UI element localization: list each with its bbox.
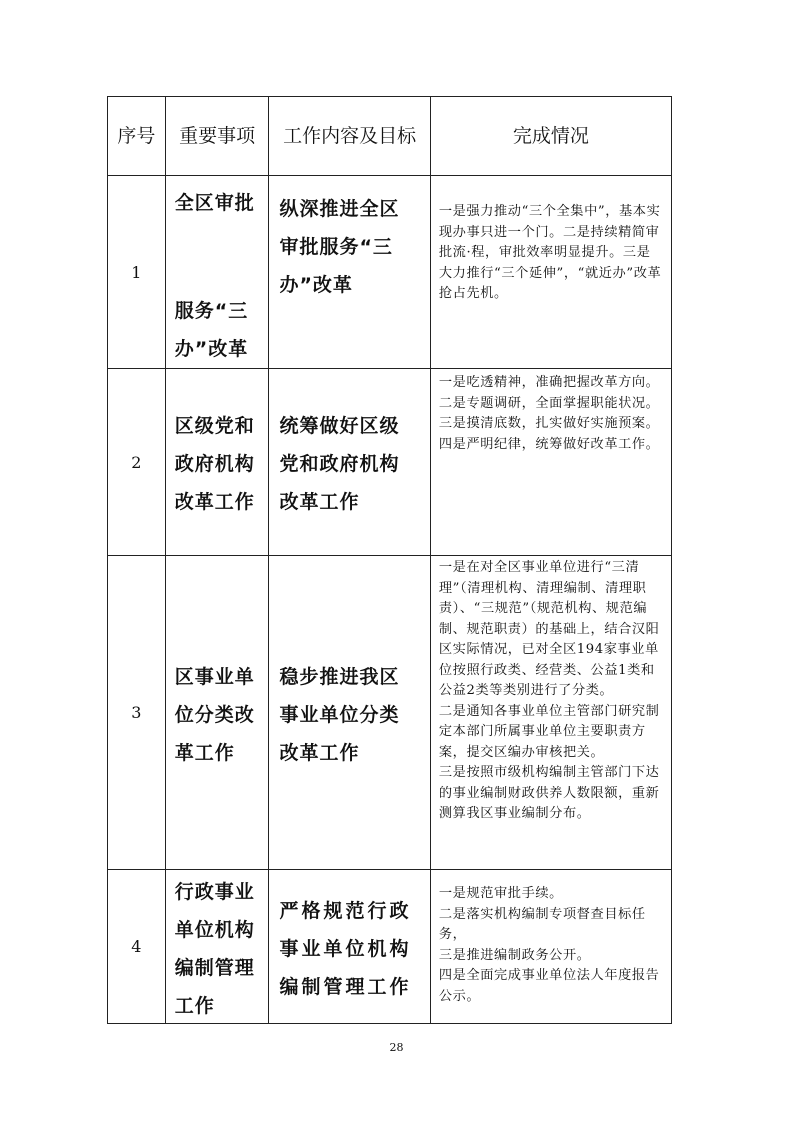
detail-paragraph: 三是推进编制政务公开。 xyxy=(438,947,591,963)
row-details xyxy=(430,870,671,1023)
row-details xyxy=(430,369,671,555)
content-line: 改革工作 xyxy=(279,491,360,513)
row-content xyxy=(268,176,429,368)
detail-paragraph: 二是专题调研，全面掌握职能状况。 xyxy=(438,395,660,411)
table-row xyxy=(108,175,671,368)
item-line: 服务“三 xyxy=(174,300,249,322)
content-line: 稳步推进我区 xyxy=(279,665,400,688)
item-line: 编制管理 xyxy=(174,956,255,979)
table-row xyxy=(108,869,671,1023)
header-status: 完成情况 xyxy=(430,97,671,175)
content-line: 严格规范行政 xyxy=(279,899,412,922)
row-content xyxy=(268,369,429,555)
content-line: 党和政府机构 xyxy=(279,453,400,475)
row-seq: 1 xyxy=(131,262,142,282)
detail-paragraph: 二是落实机构编制专项督查目标任务， xyxy=(438,906,646,942)
detail-paragraph: 四是严明纪律，统筹做好改革工作。 xyxy=(438,436,660,452)
header-item: 重要事项 xyxy=(165,97,269,175)
detail-paragraph: 一是在对全区事业单位进行“三清理”（清理机构、清理编制、清理职责）、“三规范”（规范机构、规范编制、规范职责）的基础上，结合汉阳区实际情况，已对全区194家事业单位按照行政类、经营类、公益1类和公益2类等类别进行了分类。 xyxy=(438,560,660,698)
item-line: 改革工作 xyxy=(174,491,255,513)
row-seq: 2 xyxy=(131,452,142,472)
row-item xyxy=(165,369,269,555)
detail-paragraph: 四是全面完成事业单位法人年度报告公示。 xyxy=(438,968,660,1004)
header-content: 工作内容及目标 xyxy=(268,97,429,175)
row-seq: 4 xyxy=(131,937,142,956)
row-item xyxy=(165,870,269,1023)
item-line: 办”改革 xyxy=(174,338,249,360)
content-line: 事业单位分类 xyxy=(279,703,400,726)
item-line: 区级党和 xyxy=(174,415,255,437)
detail-paragraph: 一是强力推动“三个全集中”，基本实现办事只进一个门。二是持续精简审批流·程，审批效率明显提升。三是大力推行“三个延伸”，“就近办”改革抢占先机。 xyxy=(438,204,662,301)
row-item xyxy=(165,176,269,368)
page-number: 28 xyxy=(389,1041,404,1054)
row-details xyxy=(430,176,671,368)
content-line: 办”改革 xyxy=(279,274,353,296)
item-line: 位分类改 xyxy=(174,703,255,726)
row-item xyxy=(165,556,269,869)
item-line: 政府机构 xyxy=(174,453,255,475)
detail-paragraph: 一是吃透精神，准确把握改革方向。 xyxy=(438,375,660,390)
content-line: 改革工作 xyxy=(279,741,360,764)
detail-paragraph: 三是摸清底数，扎实做好实施预案。 xyxy=(438,416,660,431)
content-line: 纵深推进全区 xyxy=(279,198,400,220)
item-line: 革工作 xyxy=(174,741,235,764)
content-line: 审批服务“三 xyxy=(279,236,393,258)
item-line: 工作 xyxy=(174,994,215,1017)
detail-paragraph: 二是通知各事业单位主管部门研究制定本部门所属事业单位主要职责方案，提交区编办审核把关。 xyxy=(438,703,660,760)
item-line: 单位机构 xyxy=(174,918,255,941)
row-details xyxy=(430,556,671,869)
row-content xyxy=(268,870,429,1023)
table-header-row xyxy=(108,97,671,175)
work-summary-table xyxy=(107,96,672,1024)
item-line: 全区审批 xyxy=(174,192,255,214)
item-line: 区事业单 xyxy=(174,665,255,688)
header-seq: 序号 xyxy=(117,125,156,147)
item-line: 行政事业 xyxy=(174,880,255,903)
table-row xyxy=(108,368,671,555)
row-seq: 3 xyxy=(131,703,142,722)
detail-paragraph: 三是按照市级机构编制主管部门下达的事业编制财政供养人数限额，重新测算我区事业编制分布。 xyxy=(438,765,660,821)
content-line: 编制管理工作 xyxy=(279,975,412,998)
table-row xyxy=(108,555,671,869)
row-content xyxy=(268,556,429,869)
detail-paragraph: 一是规范审批手续。 xyxy=(438,886,563,901)
content-line: 统筹做好区级 xyxy=(279,415,400,437)
content-line: 事业单位机构 xyxy=(279,937,412,960)
